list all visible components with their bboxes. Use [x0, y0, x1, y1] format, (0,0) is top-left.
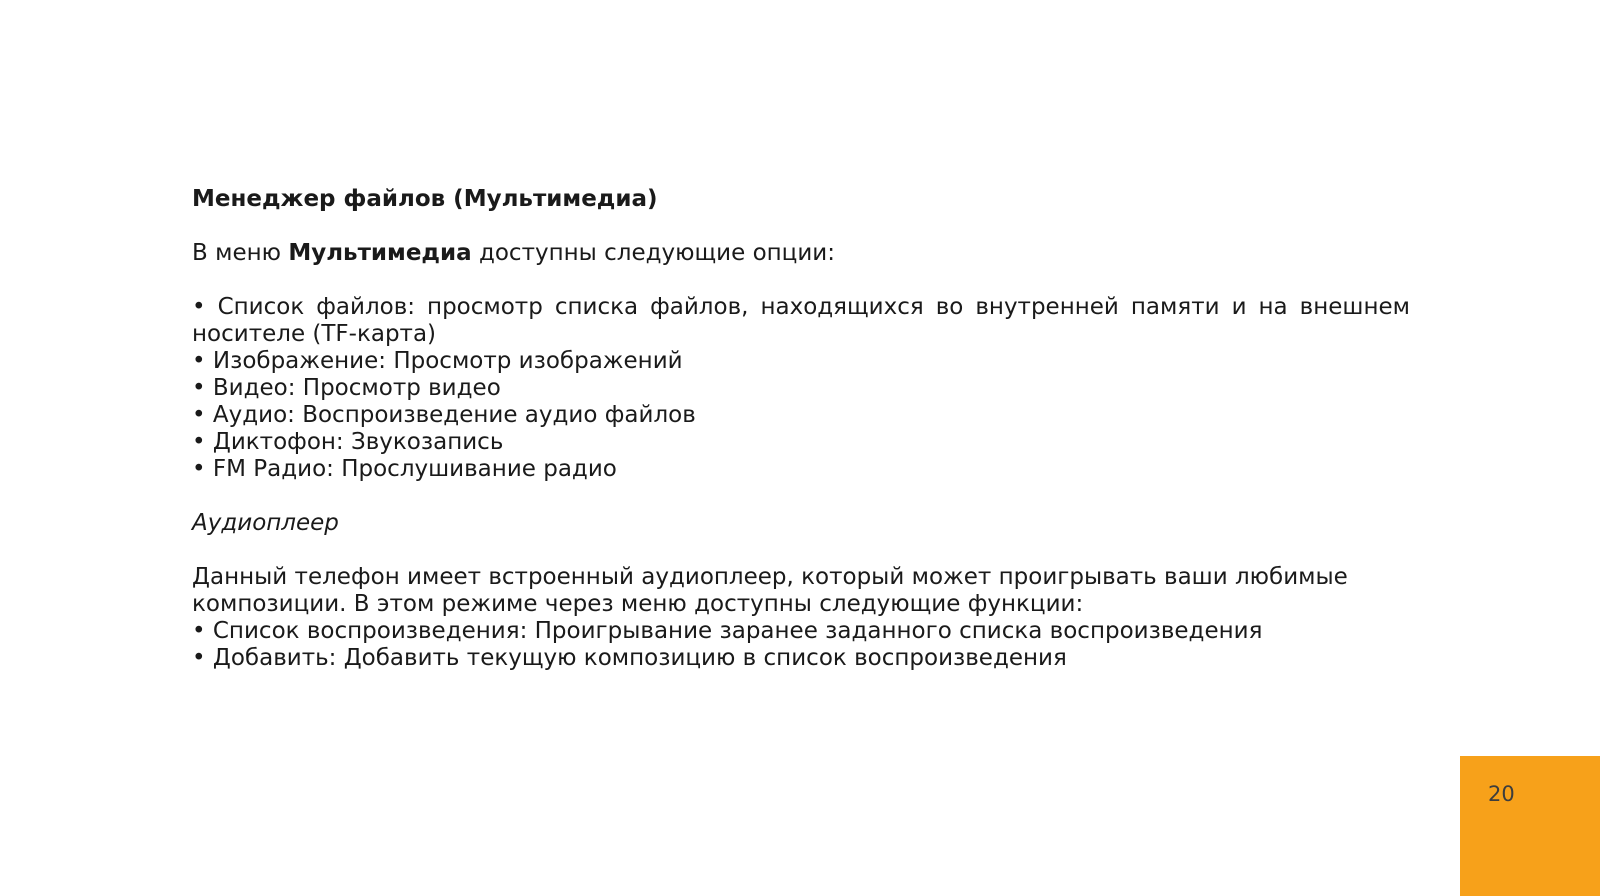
spacer: [192, 483, 1410, 510]
option-list-item: • Аудио: Воспроизведение аудио файлов: [192, 402, 696, 428]
intro-bold-term: Мультимедиа: [288, 240, 472, 266]
intro-prefix: В меню: [192, 240, 289, 266]
audio-player-subheading: Аудиоплеер: [192, 510, 339, 536]
option-list-item: • Список файлов: просмотр списка файлов, находящихся во внутренней памяти и на внешнем носителе (TF-карта): [192, 294, 1410, 347]
option-list-item: • Видео: Просмотр видео: [192, 375, 501, 401]
spacer: [192, 213, 1410, 240]
spacer: [192, 537, 1410, 564]
page-content: [192, 186, 1410, 672]
section-heading: Менеджер файлов (Мультимедиа): [192, 186, 658, 212]
spacer: [192, 267, 1410, 294]
audio-player-description: Данный телефон имеет встроенный аудиоплеер, который может проигрывать ваши любимые композиции. В этом режиме через меню доступны следующие функции:: [192, 564, 1348, 617]
option-list-item: • Изображение: Просмотр изображений: [192, 348, 683, 374]
page-number-tab: [1460, 756, 1600, 896]
option-list-item: • Диктофон: Звукозапись: [192, 429, 504, 455]
option-list-item: • FM Радио: Прослушивание радио: [192, 456, 617, 482]
page-number: 20: [1488, 782, 1515, 806]
intro-suffix: доступны следующие опции:: [471, 240, 835, 266]
function-list-item: • Список воспроизведения: Проигрывание заранее заданного списка воспроизведения: [192, 618, 1263, 644]
function-list-item: • Добавить: Добавить текущую композицию в список воспроизведения: [192, 645, 1067, 671]
intro-paragraph: [192, 240, 1410, 267]
